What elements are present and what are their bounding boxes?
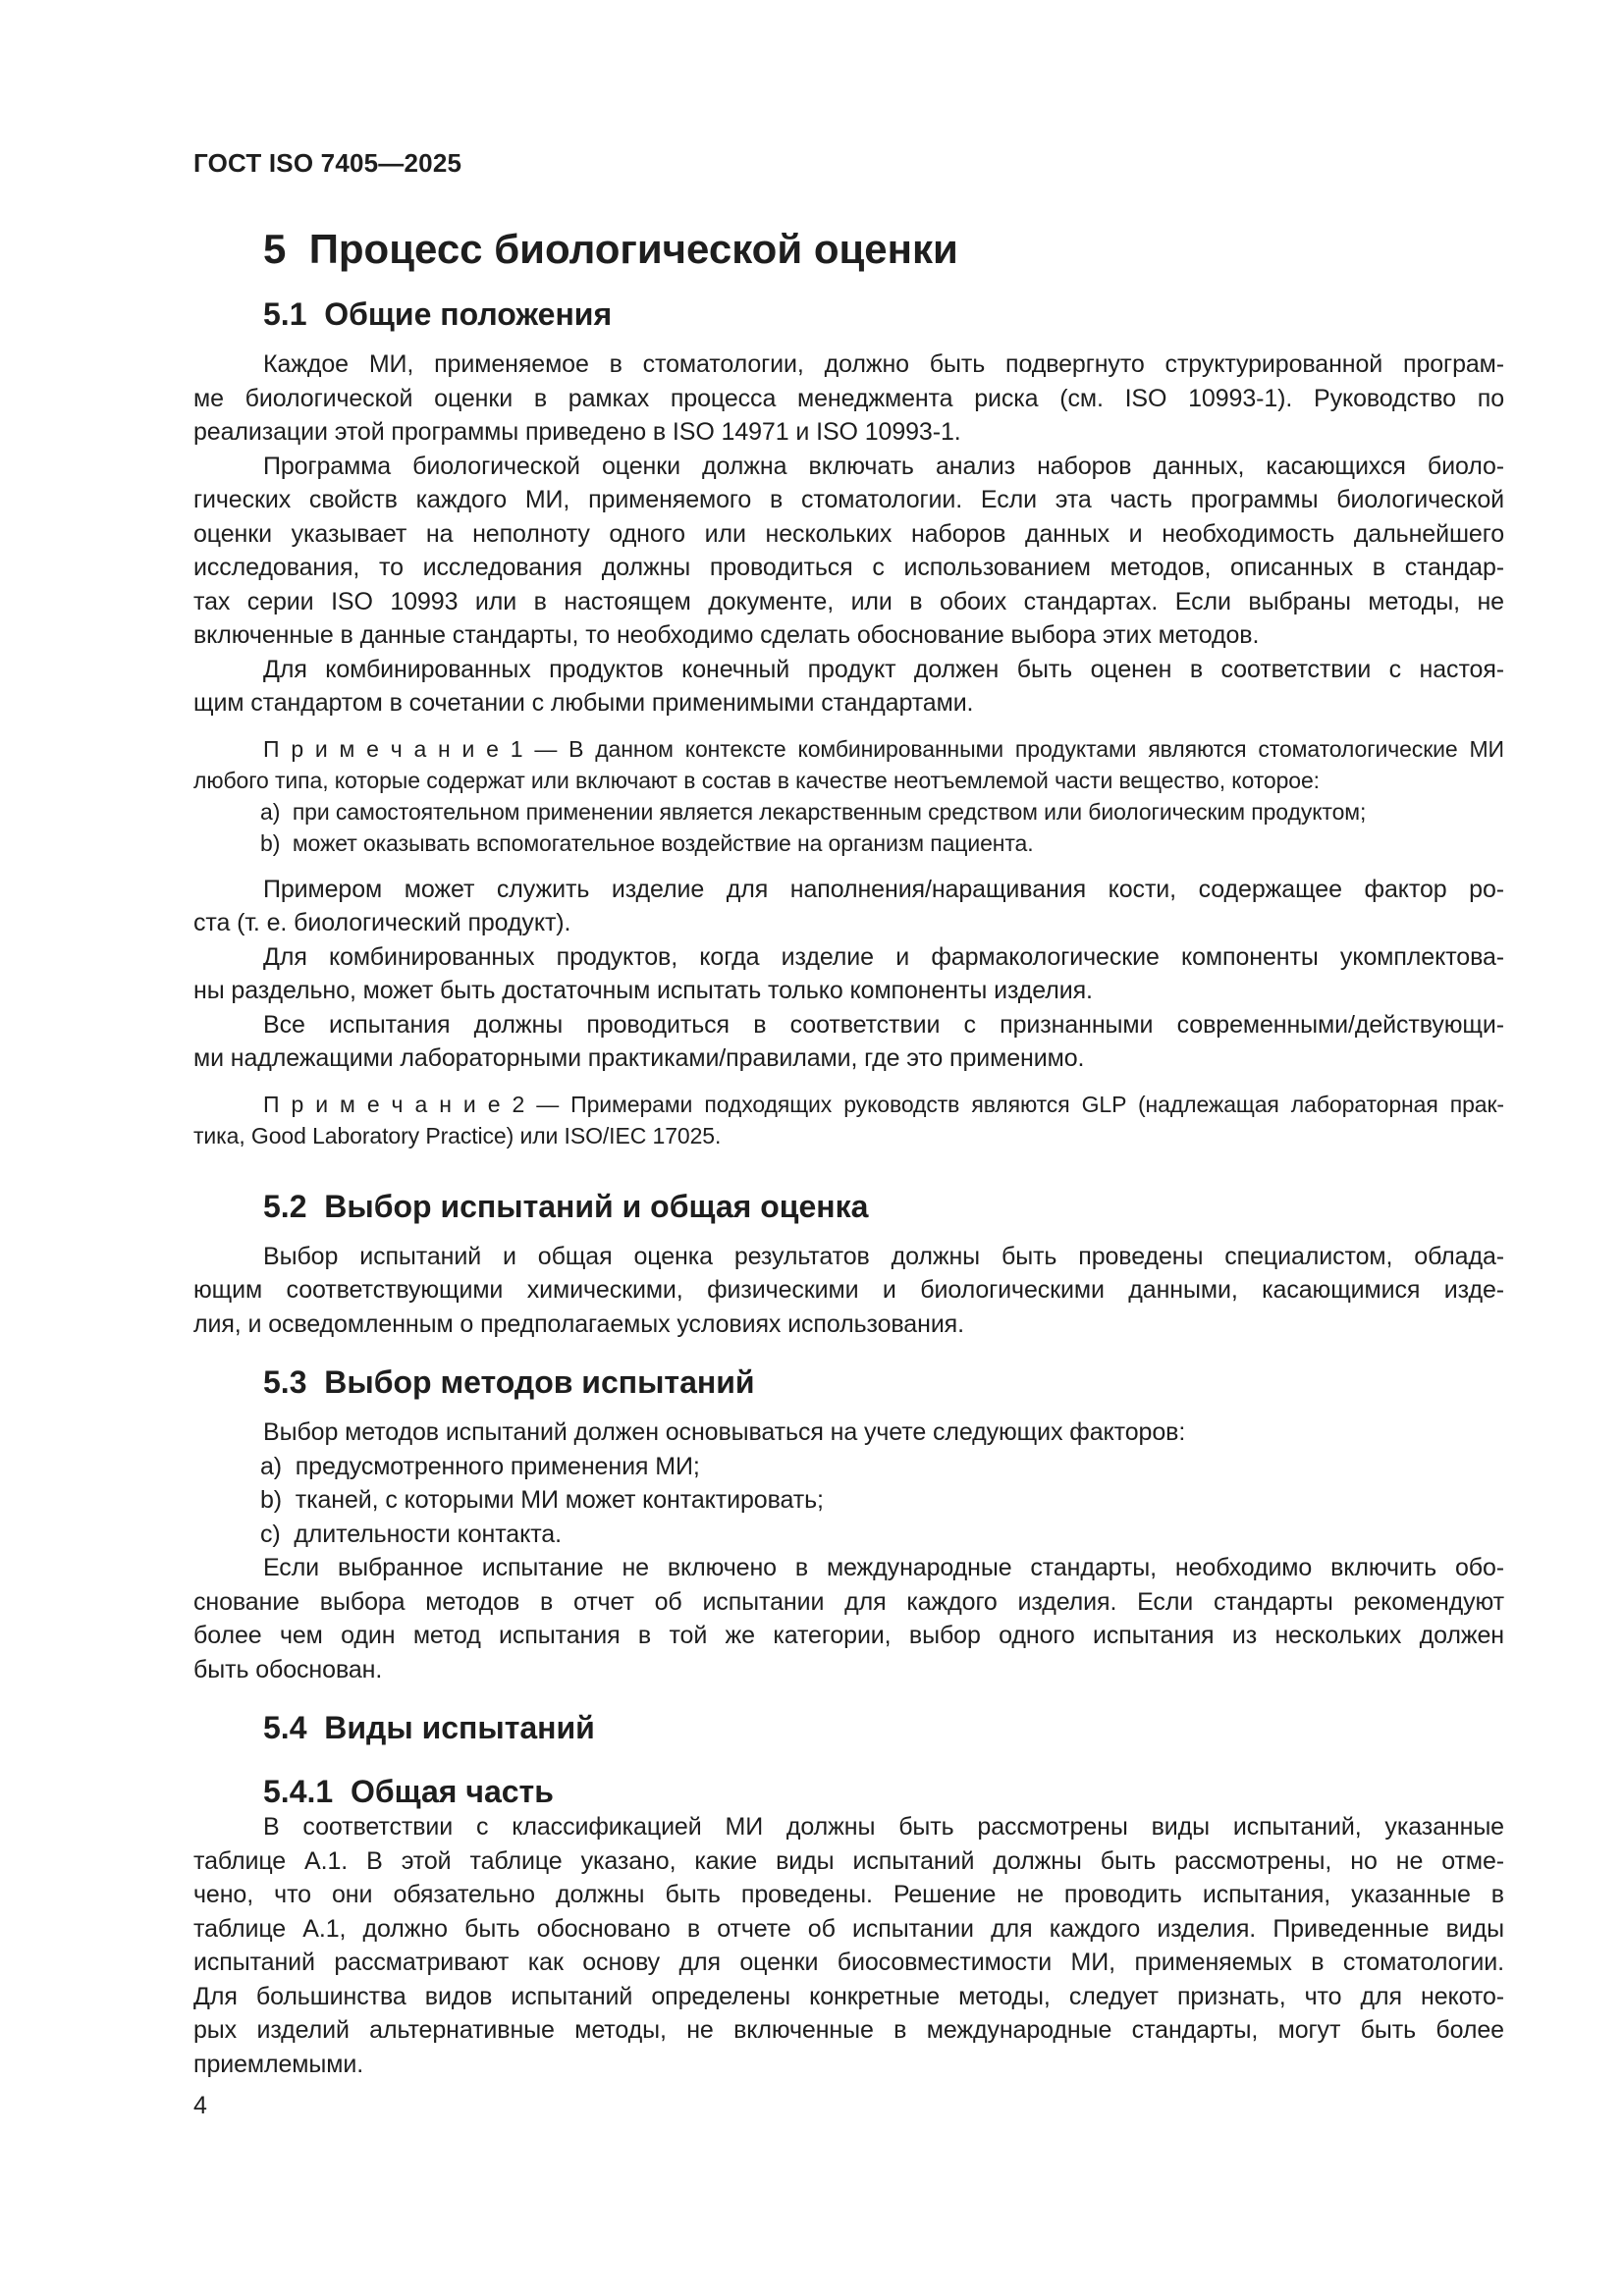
text-line: Примером может служить изделие для наполнения/наращивания кости, содержащее фактор ро- bbox=[263, 875, 1504, 903]
text-line: приемлемыми. bbox=[193, 2050, 364, 2078]
note-line: П р и м е ч а н и е 1 — В данном контексте комбинированными продуктами являются стоматологические МИ bbox=[263, 735, 1504, 762]
paragraph bbox=[193, 940, 1504, 1008]
text-line: Выбор испытаний и общая оценка результатов должны быть проведены специалистом, облада- bbox=[263, 1242, 1504, 1270]
list-item: c) длительности контакта. bbox=[260, 1520, 562, 1548]
note-line: П р и м е ч а н и е 2 — Примерами подходящих руководств являются GLP (надлежащая лабораторная прак- bbox=[263, 1091, 1504, 1117]
text-line: Для большинства видов испытаний определены конкретные методы, следует признать, что для некото- bbox=[193, 1982, 1504, 2010]
text-line: ны раздельно, может быть достаточным испытать только компоненты изделия. bbox=[193, 977, 1093, 1004]
paragraph bbox=[193, 873, 1504, 940]
text-line: снование выбора методов в отчет об испытании для каждого изделия. Если стандарты рекомендуют bbox=[193, 1587, 1504, 1616]
section-heading: 5.4 Виды испытаний bbox=[263, 1710, 595, 1745]
page-number: 4 bbox=[193, 2092, 207, 2119]
note-line: b) может оказывать вспомогательное воздействие на организм пациента. bbox=[260, 829, 1034, 856]
paragraph bbox=[193, 653, 1504, 721]
paragraph bbox=[193, 1240, 1504, 1342]
section-heading: 5.2 Выбор испытаний и общая оценка bbox=[263, 1188, 869, 1224]
text-line: тах серии ISO 10993 или в настоящем документе, или в обоих стандартах. Если выбраны методы, не bbox=[193, 587, 1504, 615]
text-line: быть обоснован. bbox=[193, 1655, 383, 1683]
text-line: испытаний рассматривают как основу для оценки биосовместимости МИ, применяемых в стоматологии. bbox=[193, 1949, 1504, 1976]
paragraph bbox=[193, 1551, 1504, 1686]
section-heading: 5.3 Выбор методов испытаний bbox=[263, 1364, 755, 1400]
note-line: тика, Good Laboratory Practice) или ISO/IEC 17025. bbox=[193, 1122, 722, 1148]
text-line: реализации этой программы приведено в ISO 14971 и ISO 10993-1. bbox=[193, 418, 961, 446]
text-line: Программа биологической оценки должна включать анализ наборов данных, касающихся биоло- bbox=[263, 452, 1504, 480]
paragraph bbox=[193, 347, 1504, 450]
lettered-list bbox=[193, 1450, 1504, 1552]
text-line: ющим соответствующими химическими, физическими и биологическими данными, касающимися изде- bbox=[193, 1276, 1504, 1304]
paragraph bbox=[193, 1008, 1504, 1076]
text-line: таблице А.1. В этой таблице указано, какие виды испытаний должны быть рассмотрены, но не отме- bbox=[193, 1846, 1504, 1875]
text-line: лия, и осведомленным о предполагаемых условиях использования. bbox=[193, 1309, 964, 1338]
text-line: ми надлежащими лабораторными практиками/правилами, где это применимо. bbox=[193, 1044, 1085, 1072]
text-line: ме биологической оценки в рамках процесса менеджмента риска (см. ISO 10993-1). Руководство по bbox=[193, 384, 1504, 412]
paragraph bbox=[193, 1810, 1504, 2081]
text-line: чено, что они обязательно должны быть проведены. Решение не проводить испытания, указанные в bbox=[193, 1881, 1504, 1908]
text-line: Для комбинированных продуктов, когда изделие и фармакологические компоненты укомплектова- bbox=[263, 942, 1504, 971]
text-line: Выбор методов испытаний должен основываться на учете следующих факторов: bbox=[263, 1418, 1186, 1446]
section-heading: 5.1 Общие положения bbox=[263, 296, 613, 332]
text-line: включенные в данные стандарты, то необходимо сделать обоснование выбора этих методов. bbox=[193, 621, 1260, 649]
text-line: рых изделий альтернативные методы, не включенные в международные стандарты, могут быть более bbox=[193, 2016, 1504, 2044]
text-line: гических свойств каждого МИ, применяемого в стоматологии. Если эта часть программы биологической bbox=[193, 486, 1504, 513]
document-content bbox=[193, 148, 1504, 2123]
text-line: Все испытания должны проводиться в соответствии с признанными современными/действующи- bbox=[263, 1010, 1504, 1039]
list-item: a) предусмотренного применения МИ; bbox=[260, 1452, 700, 1480]
text-line: более чем один метод испытания в той же категории, выбор одного испытания из нескольких должен bbox=[193, 1622, 1504, 1649]
section-heading: 5.4.1 Общая часть bbox=[263, 1774, 554, 1809]
note-line: a) при самостоятельном применении является лекарственным средством или биологическим продуктом; bbox=[260, 798, 1367, 825]
list-item: b) тканей, с которыми МИ может контактировать; bbox=[260, 1486, 824, 1514]
document-body bbox=[193, 226, 1504, 2081]
text-line: щим стандартом в сочетании с любыми применимыми стандартами. bbox=[193, 689, 974, 717]
text-line: В соответствии с классификацией МИ должны быть рассмотрены виды испытаний, указанные bbox=[263, 1813, 1504, 1841]
text-line: Для комбинированных продуктов конечный продукт должен быть оценен в соответствии с настоя- bbox=[263, 655, 1504, 683]
note-block bbox=[193, 1089, 1504, 1151]
paragraph bbox=[193, 1415, 1504, 1450]
paragraph bbox=[193, 450, 1504, 653]
document-code-header: ГОСТ ISO 7405—2025 bbox=[193, 148, 462, 178]
text-line: ста (т. е. биологический продукт). bbox=[193, 909, 571, 936]
note-block bbox=[193, 733, 1504, 859]
text-line: исследования, то исследования должны проводиться с использованием методов, описанных в стандар- bbox=[193, 554, 1504, 581]
note-line: любого типа, которые содержат или включают в состав в качестве неотъемлемой части вещество, которое: bbox=[193, 767, 1320, 793]
section-heading: 5 Процесс биологической оценки bbox=[263, 226, 958, 272]
text-line: таблице А.1, должно быть обосновано в отчете об испытании для каждого изделия. Приведенные виды bbox=[193, 1914, 1504, 1943]
text-line: Если выбранное испытание не включено в международные стандарты, необходимо включить обо- bbox=[263, 1554, 1504, 1581]
text-line: оценки указывает на неполноту одного или нескольких наборов данных и необходимость дальнейшего bbox=[193, 519, 1504, 548]
text-line: Каждое МИ, применяемое в стоматологии, должно быть подвергнуто структурированной програм- bbox=[263, 350, 1504, 378]
